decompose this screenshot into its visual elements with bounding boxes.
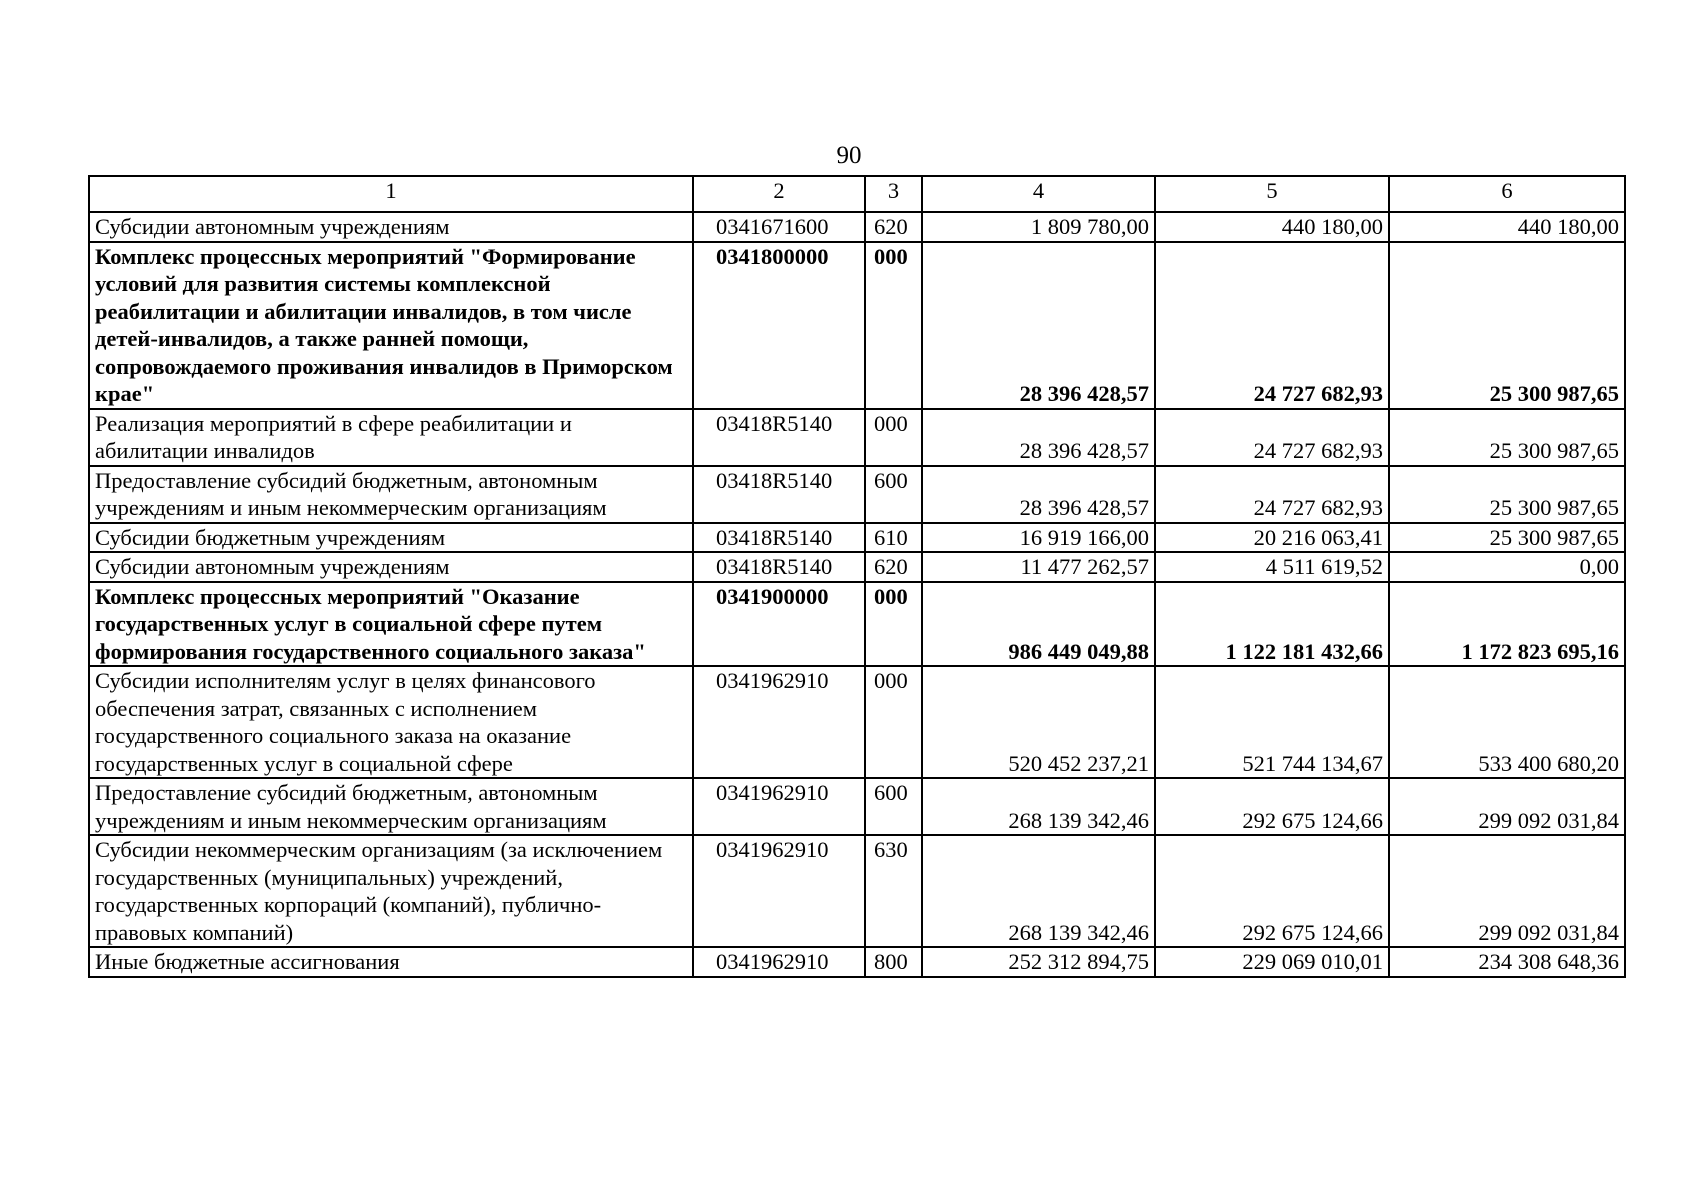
row-kind-cell: 000 [865, 242, 922, 409]
row-code-cell: 0341962910 [693, 666, 865, 778]
column-header: 6 [1389, 176, 1625, 212]
table-row [89, 947, 1625, 977]
row-kind-cell: 600 [865, 778, 922, 835]
row-value-col4: 28 396 428,57 [922, 409, 1155, 466]
page-number: 90 [836, 142, 862, 169]
table-row [89, 466, 1625, 523]
row-code-cell: 03418R5140 [693, 523, 865, 553]
row-code-cell: 03418R5140 [693, 466, 865, 523]
row-value-col4: 1 809 780,00 [922, 212, 1155, 242]
row-value-col6: 0,00 [1389, 552, 1625, 582]
row-value-col6: 25 300 987,65 [1389, 523, 1625, 553]
row-code-cell: 0341900000 [693, 582, 865, 667]
row-value-col4: 268 139 342,46 [922, 835, 1155, 947]
table-row [89, 835, 1625, 947]
row-kind-cell: 630 [865, 835, 922, 947]
table-row [89, 242, 1625, 409]
table-row [89, 778, 1625, 835]
row-value-col4: 252 312 894,75 [922, 947, 1155, 977]
column-header: 3 [865, 176, 922, 212]
row-value-col4: 16 919 166,00 [922, 523, 1155, 553]
table-row [89, 552, 1625, 582]
budget-table [88, 175, 1626, 978]
row-name-cell: Предоставление субсидий бюджетным, автономным учреждениям и иным некоммерческим организациям [89, 466, 693, 523]
row-kind-cell: 000 [865, 409, 922, 466]
row-kind-cell: 000 [865, 582, 922, 667]
row-value-col5: 4 511 619,52 [1155, 552, 1389, 582]
row-name-cell: Иные бюджетные ассигнования [89, 947, 693, 977]
row-name-cell: Предоставление субсидий бюджетным, автономным учреждениям и иным некоммерческим организациям [89, 778, 693, 835]
table-row [89, 582, 1625, 667]
row-value-col5: 521 744 134,67 [1155, 666, 1389, 778]
row-value-col6: 25 300 987,65 [1389, 409, 1625, 466]
row-value-col5: 20 216 063,41 [1155, 523, 1389, 553]
column-header: 1 [89, 176, 693, 212]
row-name-cell: Реализация мероприятий в сфере реабилитации и абилитации инвалидов [89, 409, 693, 466]
row-value-col4: 268 139 342,46 [922, 778, 1155, 835]
row-kind-cell: 600 [865, 466, 922, 523]
row-value-col4: 28 396 428,57 [922, 242, 1155, 409]
row-value-col6: 299 092 031,84 [1389, 778, 1625, 835]
table-row [89, 523, 1625, 553]
row-value-col6: 299 092 031,84 [1389, 835, 1625, 947]
row-code-cell: 0341962910 [693, 947, 865, 977]
table-row [89, 409, 1625, 466]
row-name-cell: Субсидии исполнителям услуг в целях финансового обеспечения затрат, связанных с исполнением государственного социального заказа на оказание государственных услуг в социальной сфере [89, 666, 693, 778]
table-row [89, 666, 1625, 778]
row-kind-cell: 610 [865, 523, 922, 553]
column-header: 5 [1155, 176, 1389, 212]
row-value-col4: 520 452 237,21 [922, 666, 1155, 778]
row-code-cell: 03418R5140 [693, 409, 865, 466]
row-value-col6: 25 300 987,65 [1389, 466, 1625, 523]
row-code-cell: 0341671600 [693, 212, 865, 242]
row-value-col6: 234 308 648,36 [1389, 947, 1625, 977]
column-header: 2 [693, 176, 865, 212]
row-value-col5: 440 180,00 [1155, 212, 1389, 242]
row-code-cell: 0341962910 [693, 778, 865, 835]
row-value-col5: 24 727 682,93 [1155, 242, 1389, 409]
row-code-cell: 0341800000 [693, 242, 865, 409]
row-value-col4: 11 477 262,57 [922, 552, 1155, 582]
row-name-cell: Комплекс процессных мероприятий "Формирование условий для развития системы комплексной реабилитации и абилитации инвалидов, в том числе детей-инвалидов, а также ранней помощи, сопровождаемого проживания инвалидов в Приморском крае" [89, 242, 693, 409]
row-name-cell: Субсидии автономным учреждениям [89, 552, 693, 582]
row-kind-cell: 620 [865, 552, 922, 582]
row-value-col5: 229 069 010,01 [1155, 947, 1389, 977]
row-name-cell: Субсидии автономным учреждениям [89, 212, 693, 242]
row-value-col5: 24 727 682,93 [1155, 409, 1389, 466]
row-value-col4: 986 449 049,88 [922, 582, 1155, 667]
row-name-cell: Субсидии бюджетным учреждениям [89, 523, 693, 553]
row-value-col4: 28 396 428,57 [922, 466, 1155, 523]
row-value-col6: 25 300 987,65 [1389, 242, 1625, 409]
table-header-row [89, 176, 1625, 212]
row-name-cell: Субсидии некоммерческим организациям (за исключением государственных (муниципальных) учреждений, государственных корпораций (компаний), публично-правовых компаний) [89, 835, 693, 947]
row-value-col5: 24 727 682,93 [1155, 466, 1389, 523]
row-value-col6: 1 172 823 695,16 [1389, 582, 1625, 667]
row-value-col5: 292 675 124,66 [1155, 778, 1389, 835]
table-row [89, 212, 1625, 242]
row-value-col5: 1 122 181 432,66 [1155, 582, 1389, 667]
row-kind-cell: 800 [865, 947, 922, 977]
row-name-cell: Комплекс процессных мероприятий "Оказание государственных услуг в социальной сфере путем формирования государственного социального заказа" [89, 582, 693, 667]
row-kind-cell: 620 [865, 212, 922, 242]
row-value-col5: 292 675 124,66 [1155, 835, 1389, 947]
row-code-cell: 03418R5140 [693, 552, 865, 582]
row-value-col6: 440 180,00 [1389, 212, 1625, 242]
row-code-cell: 0341962910 [693, 835, 865, 947]
row-value-col6: 533 400 680,20 [1389, 666, 1625, 778]
column-header: 4 [922, 176, 1155, 212]
row-kind-cell: 000 [865, 666, 922, 778]
